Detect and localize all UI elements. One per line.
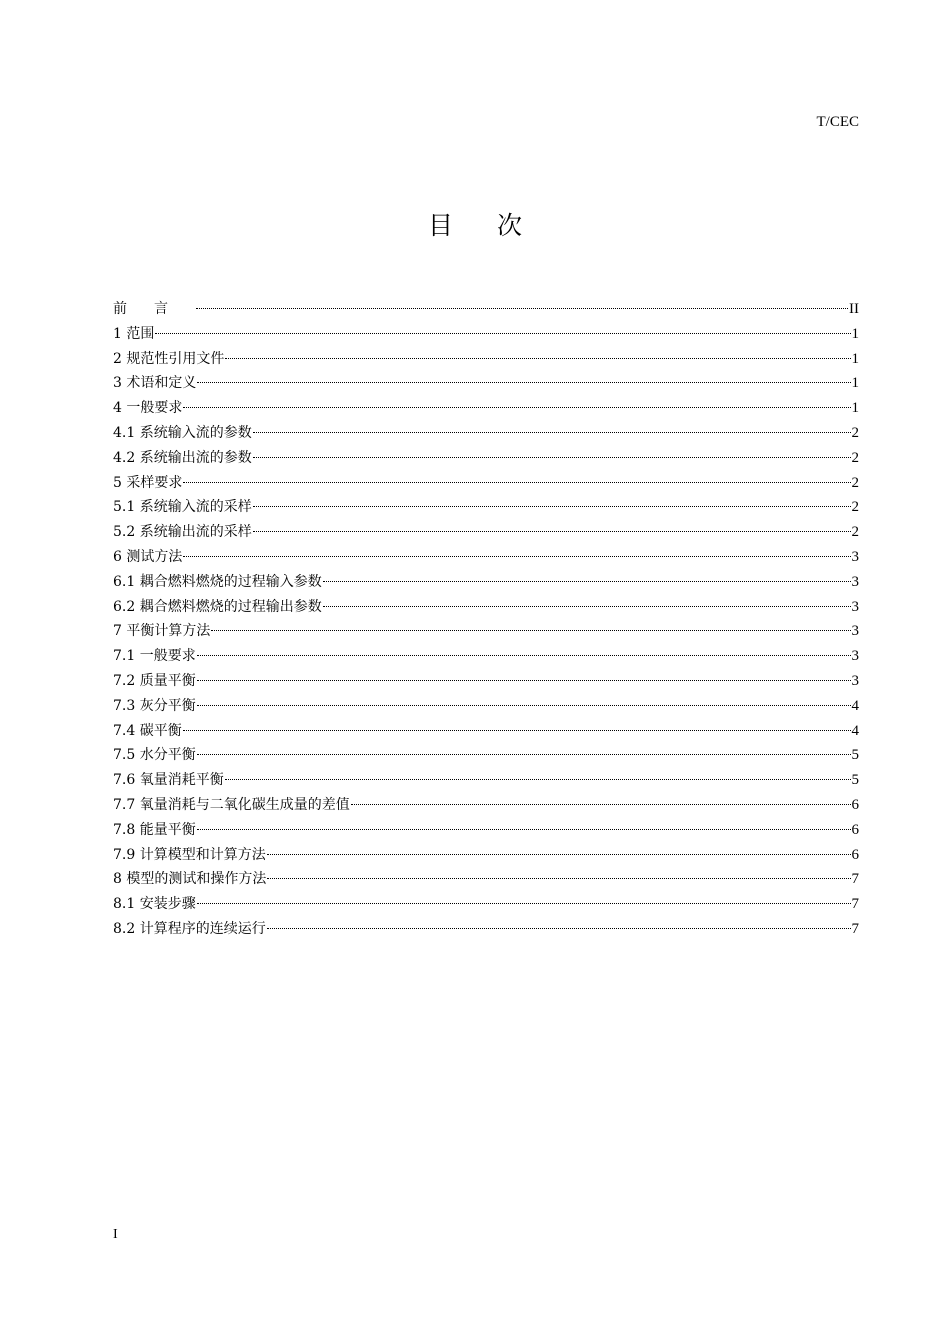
toc-entry-page: 3 [851,548,859,565]
toc-entry-label: 7.2 质量平衡 [113,672,196,689]
toc-leader-dots [253,457,851,458]
toc-entry-page: 2 [851,524,859,541]
toc-entry-page: 1 [851,325,859,342]
toc-entry-3[interactable] [113,371,859,396]
toc-leader-dots [197,903,851,904]
toc-entry-page: 2 [851,424,859,441]
toc-entry-page: 5 [851,772,859,789]
toc-entry-page: 3 [851,672,859,689]
toc-leader-dots [253,506,851,507]
toc-entry-label: 8 模型的测试和操作方法 [113,871,267,888]
toc-entry-page: 4 [851,722,859,739]
toc-entry-page: 1 [851,400,859,417]
toc-entry-label: 6 测试方法 [113,548,183,565]
toc-entry-5-2[interactable] [113,520,859,545]
toc-entry-label: 前言 [113,301,195,317]
toc-leader-dots [267,928,851,929]
toc-leader-dots [267,878,850,879]
toc-entry-7-2[interactable] [113,669,859,694]
toc-entry-page: 6 [851,846,859,863]
toc-entry-label: 5.2 系统输出流的采样 [113,524,252,541]
toc-entry-label: 7.5 水分平衡 [113,747,196,764]
toc-entry-1[interactable] [113,322,859,347]
toc-entry-page: 6 [851,796,859,813]
toc-leader-dots [197,680,851,681]
toc-entry-7-5[interactable] [113,743,859,768]
toc-entry-page: 7 [851,871,859,888]
toc-entry-page: 7 [851,920,859,937]
toc-entry-page: 7 [851,896,859,913]
toc-leader-dots [225,779,851,780]
toc-entry-6-2[interactable] [113,595,859,620]
toc-entry-page: 1 [851,350,859,367]
toc-entry-6-1[interactable] [113,570,859,595]
toc-entry-page: 1 [851,375,859,392]
toc-entry-4[interactable] [113,396,859,421]
toc-entry-7-3[interactable] [113,694,859,719]
toc-entry-page: 3 [851,623,859,640]
toc-entry-label: 7.4 碳平衡 [113,722,182,739]
toc-entry-label: 1 范围 [113,325,155,342]
toc-entry-7-1[interactable] [113,644,859,669]
toc-entry-7-7[interactable] [113,793,859,818]
toc-leader-dots [267,854,851,855]
toc-leader-dots [197,382,850,383]
page-number: I [113,1227,118,1242]
toc-entry-label: 8.2 计算程序的连续运行 [113,920,266,937]
toc-entry-6[interactable] [113,545,859,570]
toc-entry-page: 5 [851,747,859,764]
toc-leader-dots [253,531,851,532]
toc-entry-label: 7 平衡计算方法 [113,623,211,640]
toc-list [113,297,859,942]
toc-entry-8[interactable] [113,867,859,892]
toc-entry-label: 6.1 耦合燃料燃烧的过程输入参数 [113,573,322,590]
toc-leader-dots [197,705,851,706]
toc-entry-label: 4.1 系统输入流的参数 [113,424,252,441]
toc-leader-dots [197,829,851,830]
toc-leader-dots [211,630,850,631]
toc-leader-dots [253,432,851,433]
toc-leader-dots [183,407,850,408]
toc-entry-label: 5 采样要求 [113,474,183,491]
toc-entry-7-4[interactable] [113,719,859,744]
toc-entry-label: 2 规范性引用文件 [113,350,225,367]
toc-entry-page: 2 [851,499,859,516]
toc-entry-label: 6.2 耦合燃料燃烧的过程输出参数 [113,598,322,615]
toc-entry-page: 3 [851,598,859,615]
toc-entry-foreword[interactable] [113,297,859,322]
toc-leader-dots [183,730,851,731]
toc-title: 目 次 [428,211,540,240]
toc-entry-label: 7.7 氧量消耗与二氧化碳生成量的差值 [113,796,350,813]
toc-entry-label: 5.1 系统输入流的采样 [113,499,252,516]
toc-leader-dots [155,333,850,334]
toc-entry-7[interactable] [113,619,859,644]
toc-entry-label: 4 一般要求 [113,400,183,417]
toc-entry-page: 2 [851,449,859,466]
standard-code: T/CEC [816,114,859,130]
toc-entry-4-2[interactable] [113,446,859,471]
toc-leader-dots [197,754,851,755]
toc-entry-8-1[interactable] [113,892,859,917]
toc-entry-label: 3 术语和定义 [113,375,197,392]
toc-leader-dots [323,606,851,607]
toc-entry-4-1[interactable] [113,421,859,446]
toc-leader-dots [196,308,848,309]
toc-leader-dots [225,358,850,359]
toc-entry-page: II [849,301,859,317]
toc-entry-5-1[interactable] [113,495,859,520]
toc-leader-dots [183,556,850,557]
toc-leader-dots [323,581,851,582]
toc-entry-page: 6 [851,821,859,838]
toc-entry-page: 3 [851,573,859,590]
toc-leader-dots [351,804,851,805]
toc-entry-page: 4 [851,697,859,714]
toc-leader-dots [183,482,850,483]
toc-entry-page: 3 [851,648,859,665]
toc-entry-7-8[interactable] [113,818,859,843]
toc-entry-5[interactable] [113,471,859,496]
toc-entry-label: 7.9 计算模型和计算方法 [113,846,266,863]
toc-entry-7-9[interactable] [113,843,859,868]
toc-entry-2[interactable] [113,347,859,372]
toc-entry-label: 7.3 灰分平衡 [113,697,196,714]
toc-entry-label: 4.2 系统输出流的参数 [113,449,252,466]
toc-leader-dots [197,655,851,656]
toc-entry-label: 8.1 安装步骤 [113,896,196,913]
toc-entry-page: 2 [851,474,859,491]
toc-entry-label: 7.1 一般要求 [113,648,196,665]
toc-entry-8-2[interactable] [113,917,859,942]
toc-entry-label: 7.8 能量平衡 [113,821,196,838]
toc-entry-label: 7.6 氧量消耗平衡 [113,772,224,789]
toc-entry-7-6[interactable] [113,768,859,793]
